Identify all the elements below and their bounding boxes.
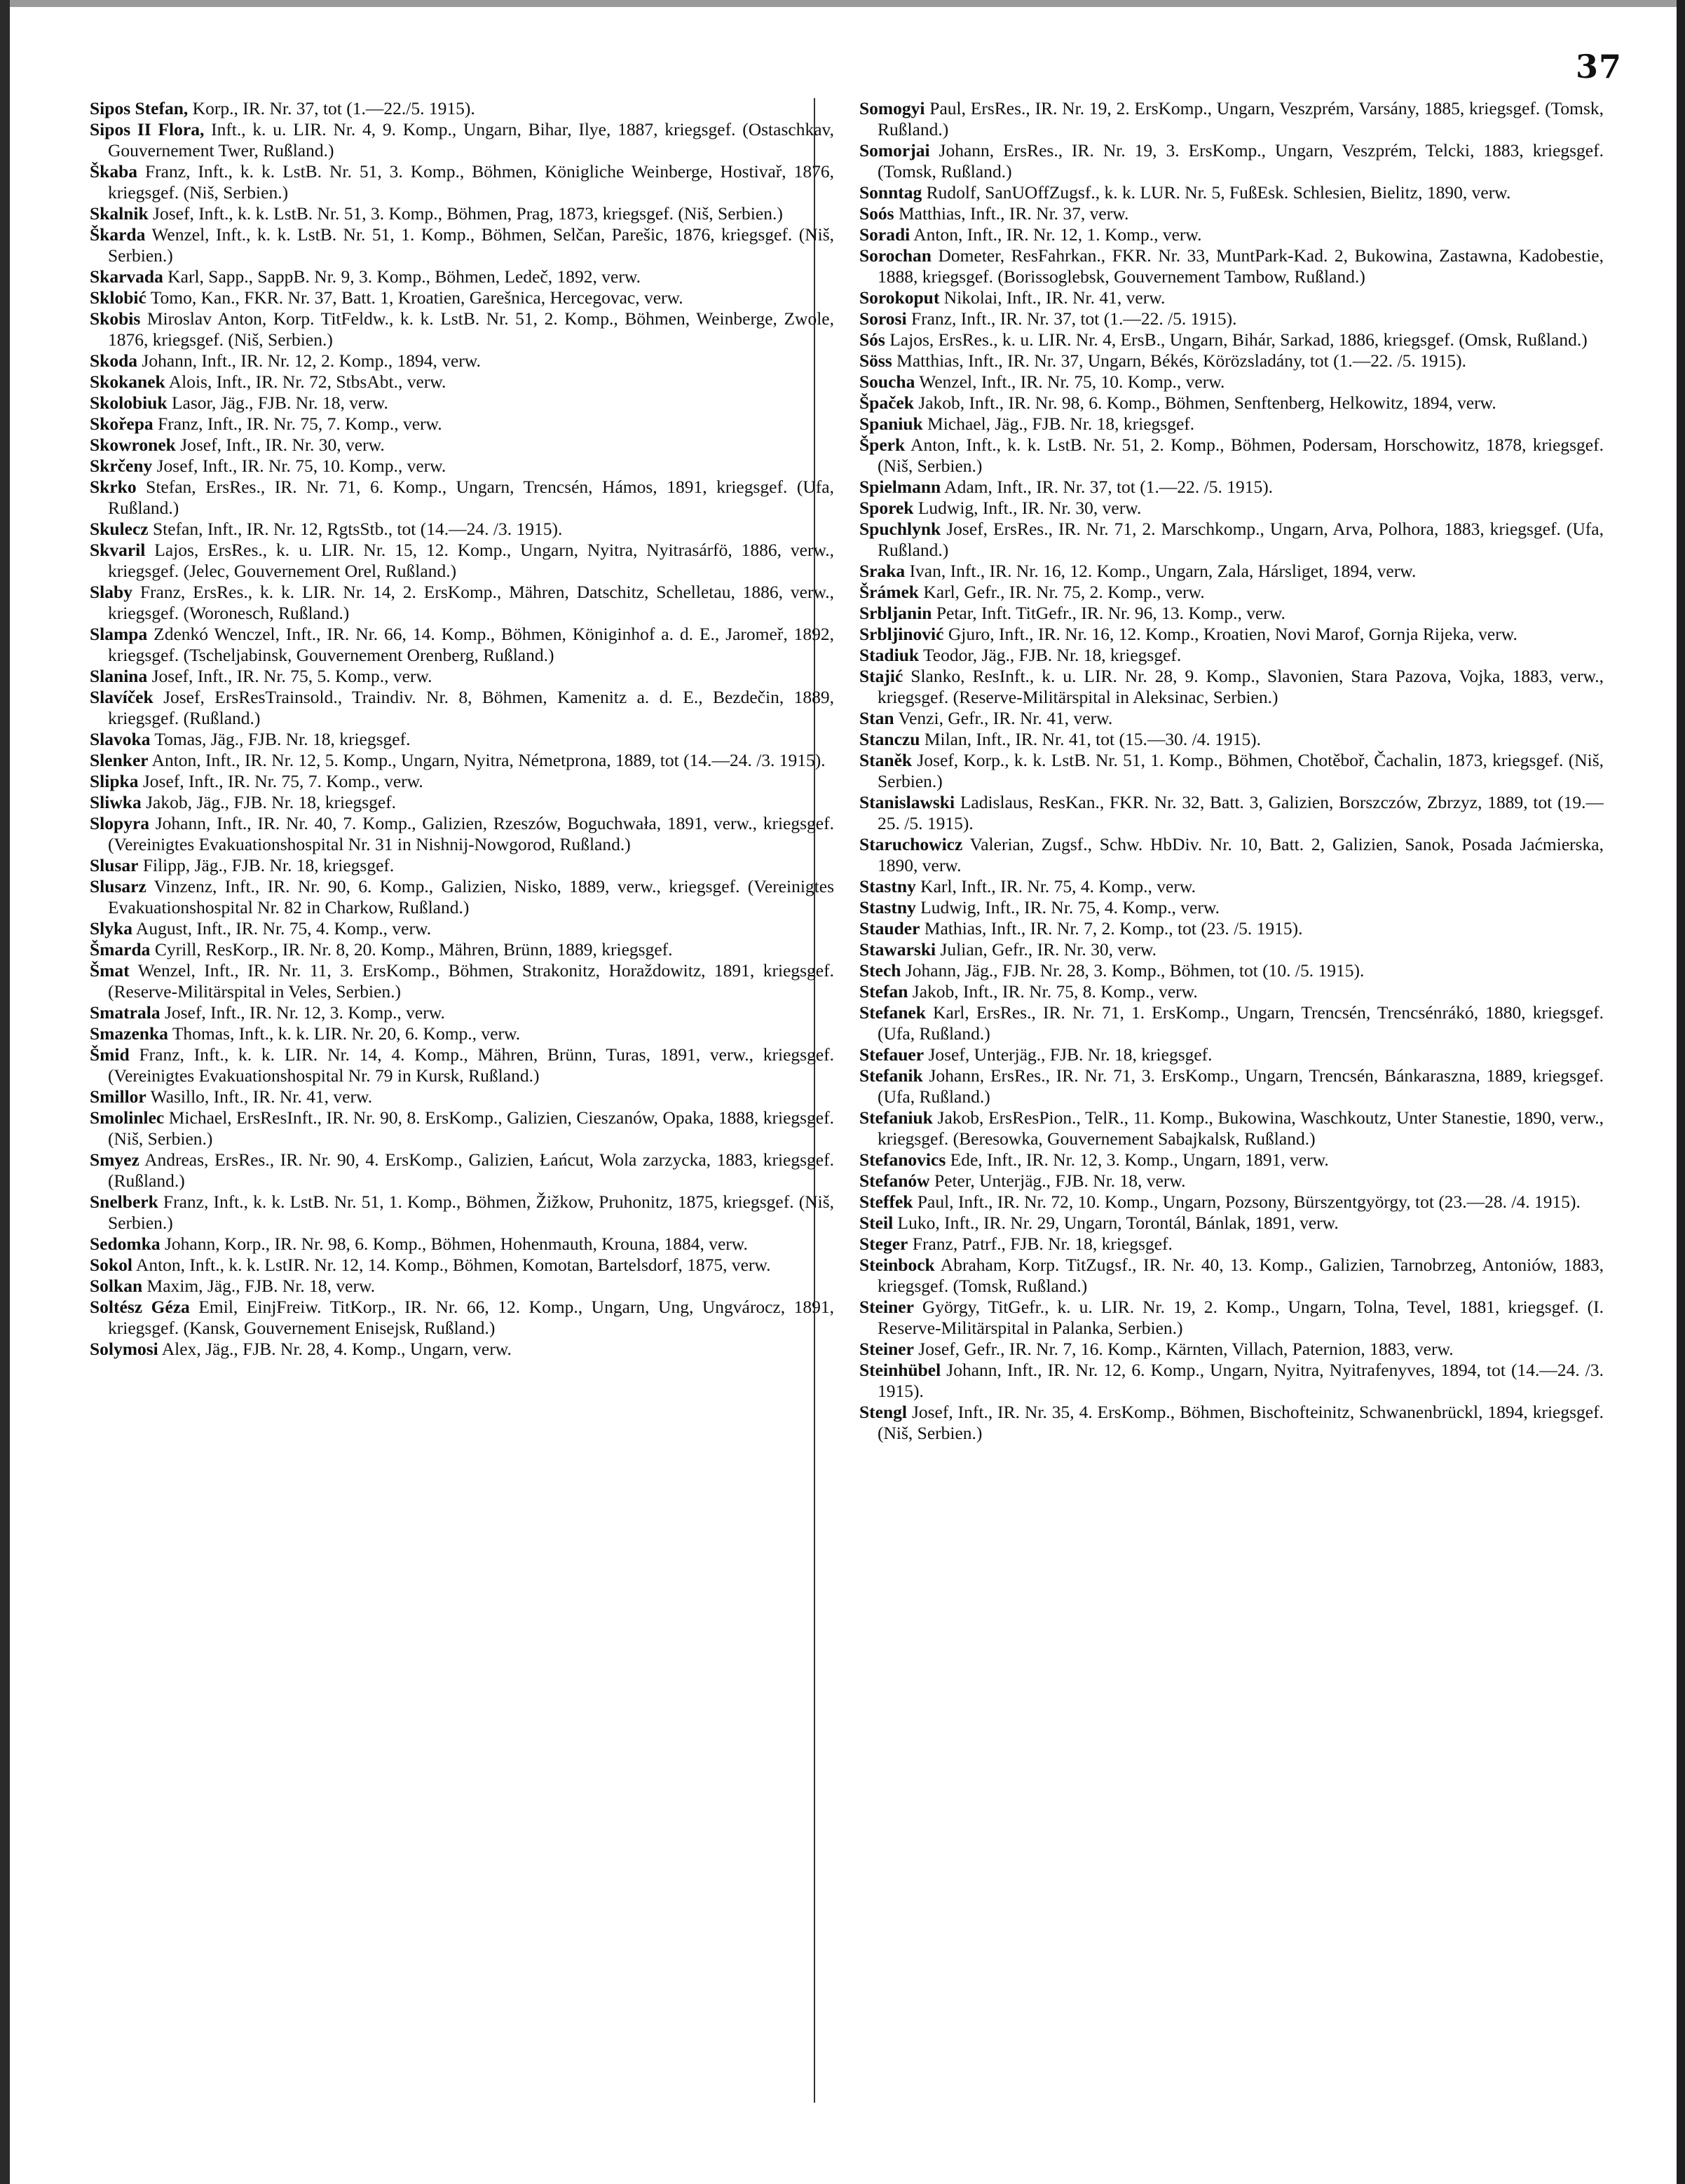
entry-details: Ivan, Inft., IR. Nr. 16, 12. Komp., Ungarn, Zala, Hársliget, 1894, verw.: [905, 561, 1417, 581]
entry-details: Jakob, Jäg., FJB. Nr. 18, kriegsgef.: [141, 792, 397, 812]
entry-surname: Stanczu: [859, 729, 920, 749]
entry-details: Paul, Inft., IR. Nr. 72, 10. Komp., Ungarn, Pozsony, Bürszentgyörgy, tot (23.—28. /4. 1915).: [913, 1192, 1581, 1212]
list-item: [859, 561, 1604, 582]
entry-details: Rudolf, SanUOffZugsf., k. k. LUR. Nr. 5, FußEsk. Schlesien, Bielitz, 1890, verw.: [922, 182, 1511, 203]
entry-surname: Soucha: [859, 371, 915, 392]
entry-details: Valerian, Zugsf., Schw. HbDiv. Nr. 10, Batt. 2, Galizien, Sanok, Posada Jaćmierska, 1890, verw.: [878, 834, 1604, 875]
entry-surname: Steiner: [859, 1297, 914, 1317]
entry-surname: Šrámek: [859, 582, 919, 602]
entry-surname: Skrko: [90, 477, 137, 497]
entry-surname: Steinbock: [859, 1255, 935, 1275]
entry-surname: Söss: [859, 350, 892, 371]
entry-surname: Sedomka: [90, 1234, 161, 1254]
entry-details: Johann, Inft., IR. Nr. 12, 2. Komp., 1894, verw.: [137, 350, 481, 371]
entry-surname: Steger: [859, 1234, 908, 1254]
list-item: [859, 393, 1604, 414]
entry-details: Johann, Jäg., FJB. Nr. 28, 3. Komp., Böhmen, tot (10. /5. 1915).: [901, 960, 1365, 981]
entry-surname: Šmarda: [90, 939, 151, 960]
entry-surname: Stastny: [859, 876, 916, 896]
scan-edge-top: [0, 0, 1685, 7]
scan-edge-right: [1677, 0, 1685, 2184]
entry-details: Johann, Inft., IR. Nr. 12, 6. Komp., Ungarn, Nyitra, Nyitrafenyves, 1894, tot (14.—24. /3. 1915).: [878, 1360, 1604, 1401]
entry-details: Josef, Inft., IR. Nr. 75, 10. Komp., verw.: [152, 456, 446, 476]
entry-surname: Stefauer: [859, 1044, 925, 1065]
entry-details: Filipp, Jäg., FJB. Nr. 18, kriegsgef.: [138, 855, 395, 875]
entry-details: Josef, Inft., k. k. LstB. Nr. 51, 3. Komp., Böhmen, Prag, 1873, kriegsgef. (Niš, Serbien.): [148, 203, 783, 224]
entry-details: Johann, Korp., IR. Nr. 98, 6. Komp., Böhmen, Hohenmauth, Krouna, 1884, verw.: [160, 1234, 748, 1254]
entry-details: Josef, Inft., IR. Nr. 35, 4. ErsKomp., Böhmen, Bischofteinitz, Schwanenbrückl, 1894, kriegsgef. (Niš, Serbien.): [878, 1402, 1604, 1443]
entry-details: Franz, Patrf., FJB. Nr. 18, kriegsgef.: [908, 1234, 1173, 1254]
entry-surname: Sokol: [90, 1255, 132, 1275]
entry-surname: Sraka: [859, 561, 906, 581]
entry-surname: Stech: [859, 960, 901, 981]
list-item: [859, 1107, 1604, 1149]
entry-surname: Stefanovics: [859, 1149, 946, 1170]
entry-surname: Slavoka: [90, 729, 151, 749]
list-item: [90, 519, 834, 540]
list-item: [859, 645, 1604, 666]
entry-surname: Šmat: [90, 960, 130, 981]
entry-details: Lajos, ErsRes., k. u. LIR. Nr. 4, ErsB., Ungarn, Bihár, Sarkad, 1886, kriegsgef. (Omsk, Rußland.): [885, 329, 1588, 350]
list-item: [859, 666, 1604, 708]
list-item: [859, 329, 1604, 350]
list-item: [859, 140, 1604, 182]
entry-surname: Stefaniuk: [859, 1107, 933, 1128]
entry-details: Abraham, Korp. TitZugsf., IR. Nr. 40, 13. Komp., Galizien, Tarnobrzeg, Antoniów, 1883, kriegsgef. (Tomsk, Rußland.): [878, 1255, 1604, 1296]
entry-surname: Skrčeny: [90, 456, 153, 476]
entry-details: Zdenkó Wenczel, Inft., IR. Nr. 66, 14. Komp., Böhmen, Königinhof a. d. E., Jaromeř, 1892, kriegsgef. (Tscheljabinsk, Gouvernement Orenberg, Rußland.): [108, 624, 834, 665]
entry-surname: Srbljanin: [859, 603, 932, 623]
entry-surname: Sipos II Flora,: [90, 119, 205, 139]
entry-surname: Slavíček: [90, 687, 154, 707]
entry-details: Vinzenz, Inft., IR. Nr. 90, 6. Komp., Galizien, Nisko, 1889, verw., kriegsgef. (Vereinigtes Evakuationshospital Nr. 82 in Charkow, Rußland.): [108, 876, 834, 917]
list-item: [90, 266, 834, 287]
entry-details: Anton, Inft., k. k. LstB. Nr. 51, 2. Komp., Böhmen, Podersam, Horschowitz, 1878, kriegsgef. (Niš, Serbien.): [878, 435, 1604, 476]
list-item: [90, 855, 834, 876]
entry-details: Franz, Inft., k. k. LstB. Nr. 51, 3. Komp., Böhmen, Königliche Weinberge, Hostivař, 1876, kriegsgef. (Niš, Serbien.): [108, 161, 834, 203]
list-item: [859, 918, 1604, 939]
list-item: [859, 245, 1604, 287]
entry-surname: Sklobić: [90, 287, 146, 308]
entry-surname: Stefan: [859, 981, 908, 1002]
entry-details: Franz, ErsRes., k. k. LIR. Nr. 14, 2. ErsKomp., Mähren, Datschitz, Schelletau, 1886, verw., kriegsgef. (Woronesch, Rußland.): [108, 582, 834, 623]
list-item: [859, 708, 1604, 729]
entry-surname: Solkan: [90, 1276, 143, 1296]
entry-details: Johann, ErsRes., IR. Nr. 71, 3. ErsKomp., Ungarn, Trencsén, Bánkaraszna, 1889, kriegsgef. (Ufa, Rußland.): [878, 1065, 1604, 1107]
entry-details: Johann, Inft., IR. Nr. 40, 7. Komp., Galizien, Rzeszów, Boguchwała, 1891, verw., kriegsgef. (Vereinigtes Evakuationshospital Nr. 31 in Nishnij-Nowgorod, Rußland.): [108, 813, 834, 854]
list-item: [859, 414, 1604, 435]
list-item: [859, 1402, 1604, 1444]
entry-details: Alex, Jäg., FJB. Nr. 28, 4. Komp., Ungarn, verw.: [158, 1339, 512, 1359]
entry-details: Gjuro, Inft., IR. Nr. 16, 12. Komp., Kroatien, Novi Marof, Gornja Rijeka, verw.: [943, 624, 1517, 644]
entry-details: Tomas, Jäg., FJB. Nr. 18, kriegsgef.: [150, 729, 411, 749]
list-item: [90, 98, 834, 119]
list-item: [90, 1002, 834, 1023]
entry-details: Josef, ErsResTrainsold., Traindiv. Nr. 8, Böhmen, Kamenitz a. d. E., Bezdečin, 1889, kriegsgef. (Rußland.): [108, 687, 834, 728]
list-item: [859, 98, 1604, 140]
entry-surname: Smazenka: [90, 1023, 168, 1044]
entry-details: August, Inft., IR. Nr. 75, 4. Komp., verw.: [132, 918, 432, 939]
entry-surname: Skobis: [90, 308, 141, 329]
entry-surname: Slaby: [90, 582, 132, 602]
entry-surname: Stastny: [859, 897, 916, 917]
entry-surname: Skowronek: [90, 435, 176, 455]
entry-details: Josef, Unterjäg., FJB. Nr. 18, kriegsgef.: [924, 1044, 1213, 1065]
list-item: [90, 350, 834, 371]
entry-surname: Skarvada: [90, 266, 163, 287]
entry-details: Andreas, ErsRes., IR. Nr. 90, 4. ErsKomp., Galizien, Łańcut, Wola zarzycka, 1883, kriegsgef. (Rußland.): [108, 1149, 834, 1191]
entry-details: Stefan, ErsRes., IR. Nr. 71, 6. Komp., Ungarn, Trencsén, Hámos, 1891, kriegsgef. (Ufa, Rußland.): [108, 477, 834, 518]
entry-details: Jakob, Inft., IR. Nr. 98, 6. Komp., Böhmen, Senftenberg, Helkowitz, 1894, verw.: [913, 393, 1496, 413]
entry-surname: Steil: [859, 1213, 894, 1233]
list-item: [90, 1023, 834, 1044]
list-item: [90, 1086, 834, 1107]
list-item: [859, 960, 1604, 981]
entry-details: Emil, EinjFreiw. TitKorp., IR. Nr. 66, 12. Komp., Ungarn, Ung, Ungvárocz, 1891, kriegsgef. (Kansk, Gouvernement Enisejsk, Rußland.): [108, 1297, 834, 1338]
entry-surname: Slopyra: [90, 813, 150, 833]
list-item: [859, 182, 1604, 203]
entry-surname: Škarda: [90, 224, 146, 245]
list-item: [859, 371, 1604, 393]
list-item: [859, 1339, 1604, 1360]
entry-details: Josef, Inft., IR. Nr. 12, 3. Komp., verw.: [160, 1002, 445, 1023]
list-item: [90, 435, 834, 456]
list-item: [90, 287, 834, 308]
list-item: [859, 1171, 1604, 1192]
entry-surname: Slampa: [90, 624, 148, 644]
list-item: [90, 750, 834, 771]
list-item: [859, 1149, 1604, 1171]
entry-details: Tomo, Kan., FKR. Nr. 37, Batt. 1, Kroatien, Garešnica, Hercegovac, verw.: [146, 287, 683, 308]
list-item: [90, 1297, 834, 1339]
list-item: [859, 939, 1604, 960]
entry-details: Stefan, Inft., IR. Nr. 12, RgtsStb., tot (14.—24. /3. 1915).: [148, 519, 563, 539]
page-number: 37: [1575, 48, 1622, 86]
entry-surname: Slanina: [90, 666, 148, 686]
entry-details: Adam, Inft., IR. Nr. 37, tot (1.—22. /5. 1915).: [941, 477, 1274, 497]
entry-surname: Staruchowicz: [859, 834, 963, 854]
list-item: [90, 224, 834, 266]
list-item: [90, 582, 834, 624]
left-column: [90, 98, 834, 2152]
entry-surname: Stengl: [859, 1402, 908, 1422]
entry-details: Luko, Inft., IR. Nr. 29, Ungarn, Torontál, Bánlak, 1891, verw.: [893, 1213, 1339, 1233]
list-item: [859, 1297, 1604, 1339]
list-item: [90, 1044, 834, 1086]
list-item: [90, 414, 834, 435]
entry-details: Michael, ErsResInft., IR. Nr. 90, 8. ErsKomp., Galizien, Cieszanów, Opaka, 1888, kriegsgef. (Niš, Serbien.): [108, 1107, 834, 1149]
entry-surname: Sós: [859, 329, 885, 350]
entry-surname: Skokanek: [90, 371, 165, 392]
entry-surname: Spuchlynk: [859, 519, 941, 539]
entry-details: Lasor, Jäg., FJB. Nr. 18, verw.: [167, 393, 388, 413]
list-item: [90, 939, 834, 960]
entry-details: Josef, Korp., k. k. LstB. Nr. 51, 1. Komp., Böhmen, Chotěboř, Čachalin, 1873, kriegsgef. (Niš, Serbien.): [878, 750, 1604, 791]
entry-details: Thomas, Inft., k. k. LIR. Nr. 20, 6. Komp., verw.: [168, 1023, 521, 1044]
entry-surname: Sorokoput: [859, 287, 940, 308]
list-item: [859, 603, 1604, 624]
entry-surname: Stawarski: [859, 939, 936, 960]
list-item: [90, 119, 834, 161]
entry-details: Nikolai, Inft., IR. Nr. 41, verw.: [939, 287, 1166, 308]
entry-surname: Stadiuk: [859, 645, 920, 665]
entry-details: Ludwig, Inft., IR. Nr. 30, verw.: [913, 498, 1142, 518]
list-item: [859, 477, 1604, 498]
list-item: [90, 1149, 834, 1192]
list-item: [859, 624, 1604, 645]
entry-surname: Steiner: [859, 1339, 914, 1359]
list-item: [859, 498, 1604, 519]
entry-details: Franz, Inft., k. k. LstB. Nr. 51, 1. Komp., Böhmen, Žižkow, Pruhonitz, 1875, kriegsgef. (Niš, Serbien.): [108, 1192, 834, 1233]
entry-surname: Stefanek: [859, 1002, 926, 1023]
entry-surname: Skolobiuk: [90, 393, 168, 413]
entry-details: Slanko, ResInft., k. u. LIR. Nr. 28, 9. Komp., Slavonien, Stara Pazova, Vojka, 1883, verw., kriegsgef. (Reserve-Militärspital in Aleksinac, Serbien.): [878, 666, 1604, 707]
entry-details: Ede, Inft., IR. Nr. 12, 3. Komp., Ungarn, 1891, verw.: [946, 1149, 1329, 1170]
list-item: [90, 876, 834, 918]
entry-details: Lajos, ErsRes., k. u. LIR. Nr. 15, 12. Komp., Ungarn, Nyitra, Nyitrasárfö, 1886, verw., kriegsgef. (Jelec, Gouvernement Orel, Rußland.): [108, 540, 834, 581]
entry-surname: Sliwka: [90, 792, 142, 812]
entry-details: Karl, ErsRes., IR. Nr. 71, 1. ErsKomp., Ungarn, Trencsén, Trencsénrákó, 1880, kriegsgef. (Ufa, Rußland.): [878, 1002, 1604, 1044]
entry-surname: Skulecz: [90, 519, 149, 539]
list-item: [90, 456, 834, 477]
list-item: [90, 308, 834, 350]
entry-details: Josef, Inft., IR. Nr. 75, 7. Komp., verw.: [138, 771, 423, 791]
scan-edge-left: [0, 0, 10, 2184]
entry-details: Julian, Gefr., IR. Nr. 30, verw.: [936, 939, 1157, 960]
entry-details: Venzi, Gefr., IR. Nr. 41, verw.: [894, 708, 1113, 728]
list-item: [90, 477, 834, 519]
list-item: [90, 161, 834, 203]
list-item: [859, 897, 1604, 918]
entry-surname: Spaniuk: [859, 414, 923, 434]
entry-details: Anton, Inft., IR. Nr. 12, 5. Komp., Ungarn, Nyitra, Németprona, 1889, tot (14.—24. /3. 1915).: [148, 750, 826, 770]
entry-details: Peter, Unterjäg., FJB. Nr. 18, verw.: [929, 1171, 1186, 1191]
list-item: [90, 687, 834, 729]
list-item: [90, 1276, 834, 1297]
list-item: [90, 813, 834, 855]
entry-details: Paul, ErsRes., IR. Nr. 19, 2. ErsKomp., Ungarn, Veszprém, Varsány, 1885, kriegsgef. (Tomsk, Rußland.): [878, 98, 1604, 139]
list-item: [859, 1192, 1604, 1213]
entry-details: Inft., k. u. LIR. Nr. 4, 9. Komp., Ungarn, Bihar, Ilye, 1887, kriegsgef. (Ostaschkav, Gouvernement Twer, Rußland.): [108, 119, 834, 161]
entry-details: Dometer, ResFahrkan., FKR. Nr. 33, MuntPark-Kad. 2, Bukowina, Zastawna, Kadobestie, 1888, kriegsgef. (Borissoglebsk, Gouvernement Tambow, Rußland.): [878, 245, 1604, 287]
list-item: [859, 1213, 1604, 1234]
list-item: [859, 308, 1604, 329]
entry-surname: Sorochan: [859, 245, 932, 266]
entry-details: Jakob, ErsResPion., TelR., 11. Komp., Bukowina, Waschkoutz, Unter Stanestie, 1890, verw., kriegsgef. (Beresowka, Gouvernement Sabajkalsk, Rußland.): [878, 1107, 1604, 1149]
entry-details: Wenzel, Inft., IR. Nr. 11, 3. ErsKomp., Böhmen, Strakonitz, Horaždowitz, 1891, kriegsgef. (Reserve-Militärspital in Veles, Serbien.): [108, 960, 834, 1002]
entry-details: Ladislaus, ResKan., FKR. Nr. 32, Batt. 3, Galizien, Borszczów, Zbrzyz, 1889, tot (19.—25. /5. 1915).: [878, 792, 1604, 833]
entry-details: Josef, Inft., IR. Nr. 30, verw.: [175, 435, 385, 455]
entry-surname: Slyka: [90, 918, 132, 939]
entry-details: György, TitGefr., k. u. LIR. Nr. 19, 2. Komp., Ungarn, Tolna, Tevel, 1881, kriegsgef. (I. Reserve-Militärspital in Palanka, Serbien.): [878, 1297, 1604, 1338]
entry-details: Josef, ErsRes., IR. Nr. 71, 2. Marschkomp., Ungarn, Arva, Polhora, 1883, kriegsgef. (Ufa, Rußland.): [878, 519, 1604, 560]
entry-surname: Snelberk: [90, 1192, 158, 1212]
entry-surname: Smatrala: [90, 1002, 161, 1023]
entry-surname: Šmid: [90, 1044, 130, 1065]
entry-surname: Sporek: [859, 498, 914, 518]
list-item: [859, 287, 1604, 308]
entry-details: Franz, Inft., k. k. LIR. Nr. 14, 4. Komp., Mähren, Brünn, Turas, 1891, verw., kriegsgef. (Vereinigtes Evakuationshospital Nr. 79 in Kursk, Rußland.): [108, 1044, 834, 1086]
list-item: [90, 203, 834, 224]
entry-details: Jakob, Inft., IR. Nr. 75, 8. Komp., verw.: [908, 981, 1198, 1002]
entry-surname: Stajić: [859, 666, 903, 686]
entry-surname: Slenker: [90, 750, 149, 770]
entry-surname: Skoda: [90, 350, 138, 371]
entry-details: Michael, Jäg., FJB. Nr. 18, kriegsgef.: [922, 414, 1195, 434]
list-item: [90, 1255, 834, 1276]
list-item: [90, 540, 834, 582]
entry-details: Maxim, Jäg., FJB. Nr. 18, verw.: [142, 1276, 376, 1296]
list-item: [90, 960, 834, 1002]
entry-surname: Staněk: [859, 750, 913, 770]
right-column: [859, 98, 1604, 2152]
entry-details: Wasillo, Inft., IR. Nr. 41, verw.: [146, 1086, 373, 1107]
list-item: [859, 1360, 1604, 1402]
list-item: [859, 1255, 1604, 1297]
list-item: [859, 834, 1604, 876]
entry-details: Karl, Gefr., IR. Nr. 75, 2. Komp., verw.: [919, 582, 1205, 602]
entry-surname: Somorjai: [859, 140, 930, 161]
list-item: [859, 350, 1604, 371]
list-item: [90, 666, 834, 687]
entry-details: Petar, Inft. TitGefr., IR. Nr. 96, 13. Komp., verw.: [932, 603, 1285, 623]
entry-surname: Solymosi: [90, 1339, 158, 1359]
entry-surname: Sipos Stefan,: [90, 98, 189, 118]
list-item: [859, 792, 1604, 834]
list-item: [90, 1192, 834, 1234]
entry-details: Josef, Gefr., IR. Nr. 7, 16. Komp., Kärnten, Villach, Paternion, 1883, verw.: [913, 1339, 1454, 1359]
entry-surname: Sonntag: [859, 182, 922, 203]
entry-surname: Stan: [859, 708, 894, 728]
list-item: [859, 1065, 1604, 1107]
list-item: [859, 1044, 1604, 1065]
entry-surname: Steinhübel: [859, 1360, 941, 1380]
entry-surname: Špaček: [859, 393, 914, 413]
list-item: [90, 1339, 834, 1360]
entry-surname: Škaba: [90, 161, 138, 182]
entry-surname: Smolinlec: [90, 1107, 165, 1128]
entry-details: Anton, Inft., k. k. LstIR. Nr. 12, 14. Komp., Böhmen, Komotan, Bartelsdorf, 1875, verw.: [132, 1255, 771, 1275]
entry-surname: Skalnik: [90, 203, 149, 224]
list-item: [90, 393, 834, 414]
entry-surname: Spielmann: [859, 477, 941, 497]
entry-details: Josef, Inft., IR. Nr. 75, 5. Komp., verw.: [147, 666, 432, 686]
entry-details: Wenzel, Inft., k. k. LstB. Nr. 51, 1. Komp., Böhmen, Selčan, Parešic, 1876, kriegsgef. (Niš, Serbien.): [108, 224, 834, 266]
entry-details: Karl, Inft., IR. Nr. 75, 4. Komp., verw.: [915, 876, 1196, 896]
entry-surname: Smyez: [90, 1149, 139, 1170]
list-item: [859, 224, 1604, 245]
entry-details: Matthias, Inft., IR. Nr. 37, Ungarn, Békés, Körözsladány, tot (1.—22. /5. 1915).: [892, 350, 1466, 371]
list-item: [90, 729, 834, 750]
entry-surname: Slusar: [90, 855, 139, 875]
page-body: [90, 98, 1604, 2152]
list-item: [859, 876, 1604, 897]
entry-details: Franz, Inft., IR. Nr. 75, 7. Komp., verw.: [153, 414, 442, 434]
entry-surname: Steffek: [859, 1192, 913, 1212]
entry-surname: Srbljinović: [859, 624, 944, 644]
entry-surname: Stefanów: [859, 1171, 930, 1191]
entry-surname: Somogyi: [859, 98, 925, 118]
list-item: [859, 1002, 1604, 1044]
entry-details: Teodor, Jäg., FJB. Nr. 18, kriegsgef.: [919, 645, 1182, 665]
list-item: [859, 519, 1604, 561]
entry-surname: Stefanik: [859, 1065, 923, 1086]
entry-details: Korp., IR. Nr. 37, tot (1.—22./5. 1915).: [188, 98, 475, 118]
entry-details: Anton, Inft., IR. Nr. 12, 1. Komp., verw.: [910, 224, 1202, 245]
entry-surname: Sorosi: [859, 308, 907, 329]
list-item: [859, 750, 1604, 792]
list-item: [90, 771, 834, 792]
entry-surname: Smillor: [90, 1086, 146, 1107]
entry-details: Cyrill, ResKorp., IR. Nr. 8, 20. Komp., Mähren, Brünn, 1889, kriegsgef.: [150, 939, 673, 960]
entry-details: Miroslav Anton, Korp. TitFeldw., k. k. LstB. Nr. 51, 2. Komp., Böhmen, Weinberge, Zwole, 1876, kriegsgef. (Niš, Serbien.): [108, 308, 834, 350]
entry-details: Franz, Inft., IR. Nr. 37, tot (1.—22. /5. 1915).: [906, 308, 1237, 329]
list-item: [859, 582, 1604, 603]
entry-surname: Šperk: [859, 435, 906, 455]
entry-surname: Stauder: [859, 918, 920, 939]
list-item: [90, 1107, 834, 1149]
entry-details: Matthias, Inft., IR. Nr. 37, verw.: [894, 203, 1129, 224]
entry-surname: Slipka: [90, 771, 139, 791]
entry-surname: Soradi: [859, 224, 910, 245]
entry-details: Alois, Inft., IR. Nr. 72, StbsAbt., verw.: [165, 371, 446, 392]
list-item: [90, 371, 834, 393]
entry-details: Johann, ErsRes., IR. Nr. 19, 3. ErsKomp., Ungarn, Veszprém, Telcki, 1883, kriegsgef. (Tomsk, Rußland.): [878, 140, 1604, 182]
entry-details: Karl, Sapp., SappB. Nr. 9, 3. Komp., Böhmen, Ledeč, 1892, verw.: [163, 266, 641, 287]
entry-surname: Skvaril: [90, 540, 146, 560]
list-item: [90, 1234, 834, 1255]
entry-surname: Soós: [859, 203, 894, 224]
entry-surname: Slusarz: [90, 876, 146, 896]
list-item: [90, 918, 834, 939]
entry-surname: Stanislawski: [859, 792, 955, 812]
entry-details: Ludwig, Inft., IR. Nr. 75, 4. Komp., verw.: [915, 897, 1220, 917]
list-item: [859, 435, 1604, 477]
list-item: [859, 981, 1604, 1002]
list-item: [859, 1234, 1604, 1255]
entry-details: Wenzel, Inft., IR. Nr. 75, 10. Komp., verw.: [915, 371, 1225, 392]
list-item: [859, 203, 1604, 224]
entry-details: Milan, Inft., IR. Nr. 41, tot (15.—30. /4. 1915).: [920, 729, 1262, 749]
entry-surname: Soltész Géza: [90, 1297, 190, 1317]
list-item: [859, 729, 1604, 750]
entry-details: Mathias, Inft., IR. Nr. 7, 2. Komp., tot (23. /5. 1915).: [920, 918, 1303, 939]
list-item: [90, 792, 834, 813]
entry-surname: Skořepa: [90, 414, 154, 434]
list-item: [90, 624, 834, 666]
